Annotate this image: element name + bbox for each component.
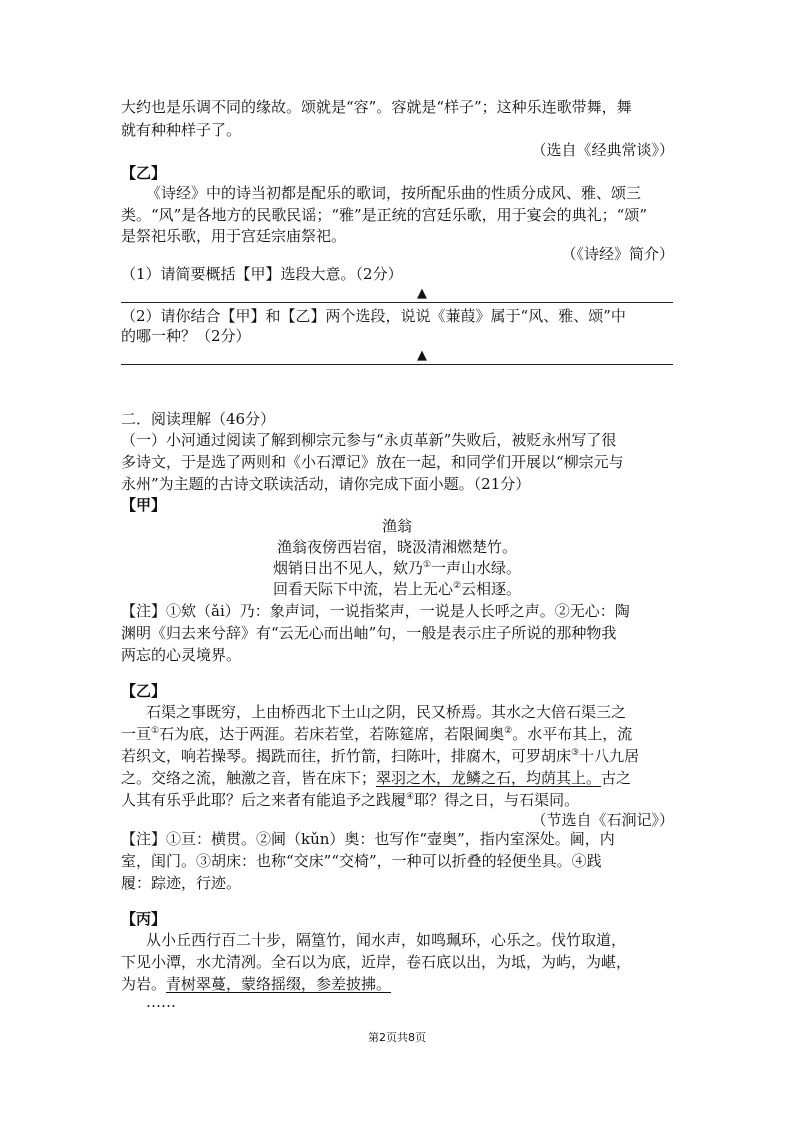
text-span: 为岩。 — [121, 975, 167, 993]
text-span: 一亘 — [121, 725, 152, 743]
part-intro-line: （一）小河通过阅读了解到柳宗元参与“永贞革新”失败后，被贬永州写了很 — [121, 431, 617, 449]
text-span: 十八九居 — [579, 747, 640, 765]
footnote-marker: ① — [422, 560, 432, 570]
poem-line: 渔翁夜傍西岩宿，晓汲清湘燃楚竹。 — [276, 538, 517, 556]
section-heading-yi: 【乙】 — [121, 164, 167, 182]
text-line — [121, 974, 391, 994]
text-span: 石为底，达于两涯。若床若堂，若陈筵席，若限阃奥 — [159, 725, 505, 743]
text-line: 从小丘西行百二十步，隔篁竹，闻水声，如鸣珮环，心乐之。伐竹取道， — [146, 931, 627, 949]
section-heading-bing: 【丙】 — [121, 910, 167, 928]
source-citation: （选自《经典常谈》） — [531, 141, 674, 159]
paragraph-line: 类。“风”是各地方的民歌民谣；“雅”是正统的宫廷乐歌，用于宴会的典礼；“颂” — [121, 206, 648, 224]
footnote-marker: ② — [504, 726, 513, 736]
note-line: 履：踪迹，行迹。 — [121, 874, 242, 892]
question-1: （1）请简要概括【甲】选段大意。（2分） — [121, 265, 403, 283]
ellipsis: …… — [146, 993, 176, 1011]
part-title: 二．阅读理解（46分） — [121, 410, 276, 428]
paragraph-line: 是祭祀乐歌，用于宫廷宗庙祭祀。 — [121, 227, 347, 245]
answer-marker: ▲ — [417, 348, 427, 363]
question-2-cont: 的哪一种？（2分） — [121, 327, 251, 345]
note-line: 渊明《归去来兮辞》有“云无心而出岫”句，一般是表示庄子所说的那种物我 — [121, 624, 617, 642]
section-heading-jia: 【甲】 — [121, 496, 167, 514]
poem-title: 渔翁 — [381, 517, 412, 535]
note-line: 【注】①亘：横贯。②阃（kǔn）奥：也写作“壸奥”，指内室深处。阃，内 — [121, 830, 615, 848]
text-line: 石渠之事既穷，上由桥西北下土山之阴，民又桥焉。其水之大倍石渠三之 — [146, 703, 627, 721]
note-line: 【注】①欸（ǎi）乃：象声词，一说指桨声，一说是人长呼之声。②无心：陶 — [121, 602, 630, 620]
text-span: 人其有乐乎此耶？后之来者有能追予之践履 — [121, 791, 407, 809]
source-citation: （节选自《石涧记》） — [531, 811, 674, 829]
text-span: 耶？得之日，与石渠同。 — [414, 791, 580, 809]
text-line — [121, 724, 632, 744]
text-line — [121, 746, 639, 766]
part-intro-line: 多诗文，于是选了两则和《小石潭记》放在一起，和同学们开展以“柳宗元与 — [121, 453, 624, 471]
intro-line: 大约也是乐调不同的缘故。颂就是“容”。容就是“样子”；这种乐连歌带舞，舞 — [121, 98, 632, 116]
note-line: 室，闺门。③胡床：也称“交床”“交椅”，一种可以折叠的轻便坐具。④践 — [121, 852, 602, 870]
answer-line[interactable] — [121, 364, 673, 365]
footnote-marker: ④ — [406, 792, 415, 802]
footnote-marker: ③ — [571, 748, 580, 758]
text-line: 下见小潭，水尤清冽。全石以为底，近岸，卷石底以出，为坻，为屿，为嵁， — [121, 953, 632, 971]
poem-line — [0, 579, 794, 599]
poem-text: 烟销日出不见人，欸乃 — [272, 559, 423, 577]
underlined-sentence: 翠羽之木，龙鳞之石，均荫其上。 — [376, 769, 602, 787]
intro-line: 就有种种样子了。 — [121, 121, 242, 139]
text-span: 。水平布其上，流 — [512, 725, 633, 743]
text-span: 若织文，响若操琴。揭跣而往，折竹箭，扫陈叶，排腐木，可罗胡床 — [121, 747, 572, 765]
text-line — [121, 768, 631, 788]
poem-text: 一声山水绿。 — [431, 559, 522, 577]
section-heading-yi: 【乙】 — [121, 682, 167, 700]
page-number: 第2页共8页 — [368, 1031, 426, 1044]
text-line — [121, 790, 579, 810]
poem-text: 云相逐。 — [461, 580, 522, 598]
underlined-sentence: 青树翠蔓，蒙络摇缀，参差披拂。 — [166, 975, 392, 993]
text-span: 古之 — [601, 769, 632, 787]
question-2: （2）请你结合【甲】和【乙】两个选段，说说《蒹葭》属于“风、雅、颂”中 — [121, 307, 626, 325]
source-citation: （《诗经》简介） — [561, 245, 674, 263]
paragraph-line: 《诗经》中的诗当初都是配乐的歌词，按所配乐曲的性质分成风、雅、颂三 — [146, 184, 642, 202]
text-span: 之。交络之流，触激之音，皆在床下； — [121, 769, 377, 787]
answer-marker: ▲ — [417, 286, 427, 301]
poem-line — [0, 558, 794, 578]
part-intro-line: 永州”为主题的古诗文联读活动，请你完成下面小题。（21分） — [121, 475, 531, 493]
footnote-marker: ② — [452, 581, 462, 591]
answer-line[interactable] — [121, 302, 673, 303]
note-line: 两忘的心灵境界。 — [121, 646, 242, 664]
footnote-marker: ① — [151, 726, 160, 736]
poem-text: 回看天际下中流，岩上无心 — [272, 580, 453, 598]
